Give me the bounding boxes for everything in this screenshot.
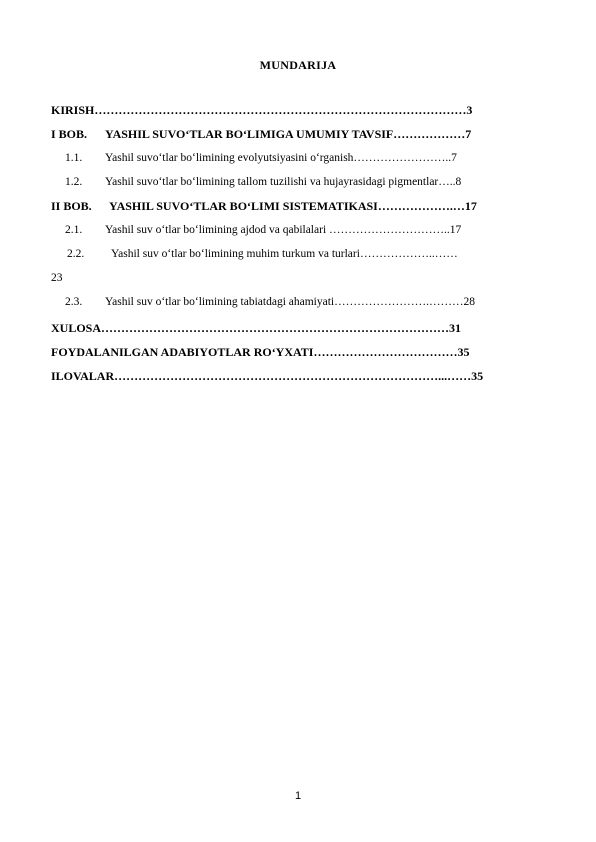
page-number: 1 (294, 790, 302, 802)
toc-entry-appendices (51, 368, 545, 384)
toc-entry-section-2-1 (51, 222, 545, 238)
toc-entry-text: Yashil suv o‘tlar bo‘limining ajdod va qabilalari …………………………..17 (105, 224, 462, 236)
page-title: MUNDARIJA (259, 58, 337, 72)
toc-entry-text: FOYDALANILGAN ADABIYOTLAR RO‘YXATI………………………………35 (51, 345, 470, 359)
toc-entry-number: 1.1. (65, 152, 83, 164)
toc-entry-kirish (51, 102, 545, 118)
toc-entry-xulosa (51, 320, 545, 336)
toc-entry-text: Yashil suv o‘tlar bo‘limining tabiatdagi ahamiyati…………………….………28 (105, 296, 475, 308)
toc-entry-text: XULOSA……………………………………………………………………………31 (51, 321, 462, 335)
toc-entry-section-2-2-page (51, 270, 545, 286)
toc-entry-references (51, 344, 545, 360)
toc-entry-number: 1.2. (65, 176, 83, 188)
toc-entry-text: YASHIL SUVO‘TLAR BO‘LIMI SISTEMATIKASI……………….…17 (109, 199, 477, 213)
toc-entry-chapter-1 (51, 126, 545, 142)
toc-entry-text: YASHIL SUVO‘TLAR BO‘LIMIGA UMUMIY TAVSIF………………7 (105, 127, 472, 141)
toc-entry-number: 2.1. (65, 224, 83, 236)
toc-entry-chapter-2 (51, 198, 545, 214)
toc-entry-number: I BOB. (51, 127, 88, 141)
toc-entry-section-2-2 (51, 246, 545, 262)
toc-entry-text: Yashil suv o‘tlar bo‘limining muhim turkum va turlari………………..…… (111, 248, 458, 260)
toc-entry-section-1-1 (51, 150, 545, 166)
toc-entry-text: ILOVALAR………………………………………………………………………...……35 (51, 369, 484, 383)
toc-entry-number: II BOB. (51, 199, 92, 213)
toc-entry-text: 23 (51, 272, 63, 284)
toc-entry-section-2-3 (51, 294, 545, 310)
toc-entry-section-1-2 (51, 174, 545, 190)
toc-entry-text: Yashil suvo‘tlar bo‘limining tallom tuzilishi va hujayrasidagi pigmentlar…..8 (105, 176, 462, 188)
toc-entry-number: 2.2. (67, 248, 85, 260)
toc-entry-text: KIRISH…………………………………………………………………………………3 (51, 103, 473, 117)
toc-entry-text: Yashil suvo‘tlar bo‘limining evolyutsiyasini o‘rganish……………………..7 (105, 152, 457, 164)
toc-entry-number: 2.3. (65, 296, 83, 308)
